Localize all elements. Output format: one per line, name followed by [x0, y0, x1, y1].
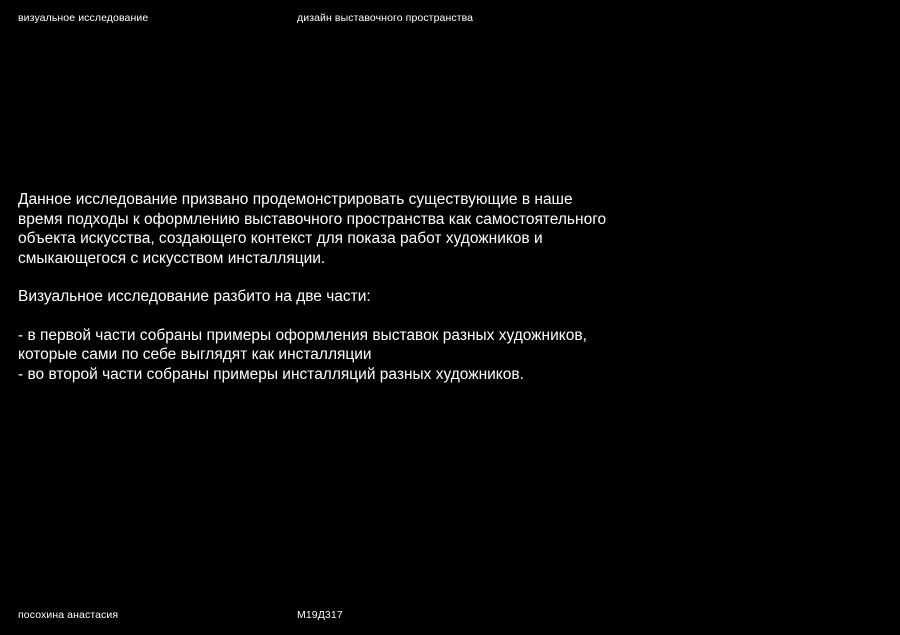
- slide-footer: [0, 607, 900, 623]
- body-paragraph-structure: Визуальное исследование разбито на две части:: [18, 288, 371, 305]
- header-study-label: визуальное исследование: [18, 12, 149, 24]
- slide-body: [18, 190, 618, 384]
- footer-group-code: М19Д317: [297, 609, 343, 621]
- header-topic-label: дизайн выставочного пространства: [297, 12, 474, 24]
- body-paragraph-intro: Данное исследование призвано продемонстрировать существующие в наше время подходы к оформлению выставочного пространства как самостоятельного объекта искусства, создающего контекст для показа работ художников и смыкающегося с искусством инсталляции.: [18, 191, 607, 267]
- footer-author-name: посохина анастасия: [18, 609, 119, 621]
- slide-header: [0, 10, 900, 26]
- body-paragraph-part-one: - в первой части собраны примеры оформления выставок разных художников, которые сами по себе выглядят как инсталляции: [18, 326, 587, 363]
- body-paragraph-part-two: - во второй части собраны примеры инсталляций разных художников.: [18, 365, 524, 383]
